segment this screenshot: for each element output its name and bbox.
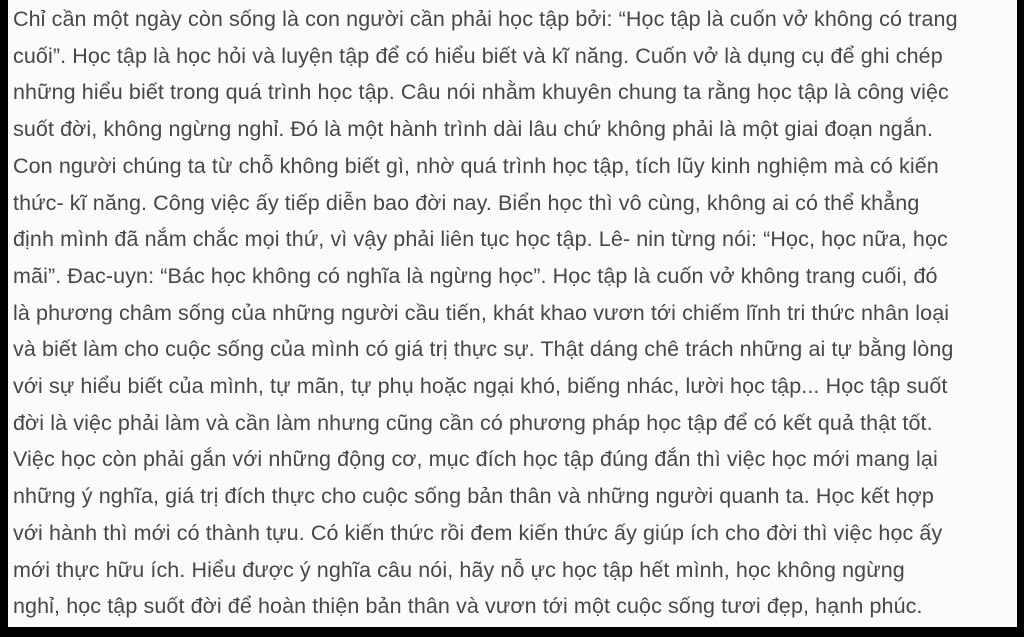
essay-paragraph (8, 0, 1017, 625)
text-line: nghỉ, học tập suốt đời để hoàn thiện bản thân và vươn tới một cuộc sống tươi đẹp, hạnh phúc. (13, 594, 923, 619)
text-line: Chỉ cần một ngày còn sống là con người cần phải học tập bởi: “Học tập là cuốn vở không có trang (13, 7, 958, 31)
text-line: Con người chúng ta từ chỗ không biết gì, nhờ quá trình học tập, tích lũy kinh nghiệm mà có kiến (13, 153, 939, 178)
text-line: định mình đã nắm chắc mọi thứ, vì vậy phải liên tục học tập. Lê- nin từng nói: “Học, học nữa, học (13, 227, 948, 252)
text-line: thức- kĩ năng. Công việc ấy tiếp diễn bao đời nay. Biển học thì vô cùng, không ai có thể khẳng (13, 190, 920, 215)
text-line: với hành thì mới có thành tựu. Có kiến thức rồi đem kiến thức ấy giúp ích cho đời thì việc học ấy (13, 520, 943, 545)
text-line: mãi”. Đac-uyn: “Bác học không có nghĩa là ngừng học”. Học tập là cuốn vở không trang cuối, đó (13, 263, 938, 288)
text-line: mới thực hữu ích. Hiểu được ý nghĩa câu nói, hãy nỗ ực học tập hết mình, học không ngừng (13, 557, 905, 582)
text-line: đời là việc phải làm và cần làm nhưng cũng cần có phương pháp học tập để có kết quả thật tốt. (13, 410, 933, 435)
text-line: cuối”. Học tập là học hỏi và luyện tập để có hiểu biết và kĩ năng. Cuốn vở là dụng cụ để ghi chép (13, 43, 943, 68)
text-line: Việc học còn phải gắn với những động cơ, mục đích học tập đúng đắn thì việc học mới mang lại (13, 447, 938, 472)
text-line: suốt đời, không ngừng nghỉ. Đó là một hành trình dài lâu chứ không phải là một giai đoạn ngắn. (13, 117, 934, 142)
text-line: là phương châm sống của những người cầu tiến, khát khao vươn tới chiếm lĩnh tri thức nhân loại (13, 300, 950, 325)
text-line: những ý nghĩa, giá trị đích thực cho cuộc sống bản thân và những người quanh ta. Học kết hợp (13, 484, 934, 509)
text-line: và biết làm cho cuộc sống của mình có giá trị thực sự. Thật dáng chê trách những ai tự bằng lòng (13, 337, 954, 362)
text-line: những hiểu biết trong quá trình học tập. Câu nói nhằm khuyên chung ta rằng học tập là công việc (13, 80, 949, 105)
text-page (8, 0, 1017, 627)
text-line: với sự hiểu biết của mình, tự mãn, tự phụ hoặc ngại khó, biếng nhác, lười học tập... Học tập suốt (13, 374, 948, 399)
